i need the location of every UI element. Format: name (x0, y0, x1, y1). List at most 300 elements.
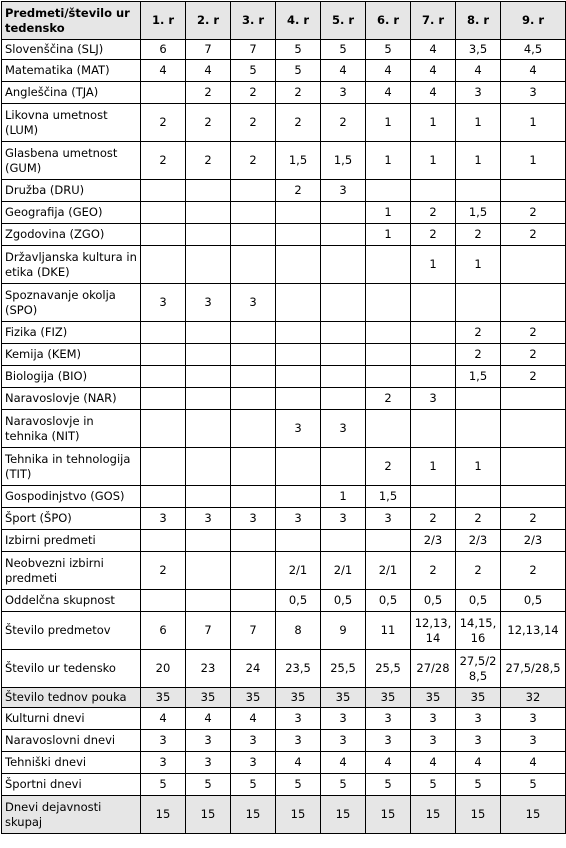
table-cell: 27,5/2 8,5 (456, 650, 501, 688)
table-cell: 2 (141, 104, 186, 142)
table-cell: 2 (501, 366, 566, 388)
table-cell: 3 (456, 730, 501, 752)
row-label: Družba (DRU) (2, 180, 141, 202)
table-cell (186, 486, 231, 508)
table-cell: 1 (411, 142, 456, 180)
table-row (2, 796, 566, 834)
table-cell: 4 (186, 60, 231, 82)
header-grade-1: 1. r (141, 2, 186, 40)
table-cell: 5 (141, 774, 186, 796)
header-grade-6: 6. r (366, 2, 411, 40)
table-cell: 1 (366, 142, 411, 180)
table-cell: 3 (141, 752, 186, 774)
table-cell (141, 180, 186, 202)
table-cell: 15 (411, 796, 456, 834)
table-row (2, 650, 566, 688)
table-cell: 4 (366, 82, 411, 104)
table-cell: 3 (411, 730, 456, 752)
table-row (2, 202, 566, 224)
table-cell: 1 (411, 104, 456, 142)
table-cell: 35 (231, 688, 276, 708)
table-cell: 2 (501, 322, 566, 344)
weekly-hours-table (1, 1, 566, 834)
row-label: Geografija (GEO) (2, 202, 141, 224)
table-cell: 1,5 (276, 142, 321, 180)
table-row (2, 530, 566, 552)
table-cell: 0,5 (411, 590, 456, 612)
table-cell: 7 (231, 612, 276, 650)
table-cell (411, 366, 456, 388)
table-cell: 2/1 (276, 552, 321, 590)
table-cell: 2 (501, 202, 566, 224)
table-cell (141, 366, 186, 388)
table-cell (366, 410, 411, 448)
table-cell: 15 (186, 796, 231, 834)
table-cell: 14,15, 16 (456, 612, 501, 650)
table-cell (321, 388, 366, 410)
header-grade-4: 4. r (276, 2, 321, 40)
table-cell (411, 486, 456, 508)
table-cell: 1 (501, 142, 566, 180)
table-cell: 3 (141, 284, 186, 322)
table-cell: 5 (186, 774, 231, 796)
table-cell: 23,5 (276, 650, 321, 688)
row-label: Fizika (FIZ) (2, 322, 141, 344)
table-cell: 32 (501, 688, 566, 708)
table-cell (366, 284, 411, 322)
table-cell: 7 (186, 612, 231, 650)
table-cell: 35 (456, 688, 501, 708)
table-cell (276, 530, 321, 552)
header-grade-5: 5. r (321, 2, 366, 40)
table-cell: 2/3 (501, 530, 566, 552)
row-label: Spoznavanje okolja (SPO) (2, 284, 141, 322)
table-cell: 2 (276, 104, 321, 142)
table-cell (141, 388, 186, 410)
row-label: Matematika (MAT) (2, 60, 141, 82)
table-cell (141, 410, 186, 448)
table-cell: 3 (276, 410, 321, 448)
row-label: Število tednov pouka (2, 688, 141, 708)
row-label: Dnevi dejavnosti skupaj (2, 796, 141, 834)
table-cell: 2 (231, 104, 276, 142)
table-cell: 3 (231, 730, 276, 752)
table-cell (321, 530, 366, 552)
table-cell: 4 (411, 752, 456, 774)
table-row (2, 708, 566, 730)
table-cell: 4 (456, 60, 501, 82)
table-cell: 4 (141, 60, 186, 82)
table-cell: 27/28 (411, 650, 456, 688)
table-cell: 2/1 (321, 552, 366, 590)
table-cell: 35 (186, 688, 231, 708)
table-row (2, 366, 566, 388)
table-cell: 1 (456, 246, 501, 284)
table-cell: 0,5 (276, 590, 321, 612)
table-cell: 5 (231, 60, 276, 82)
table-cell (186, 530, 231, 552)
table-cell: 4 (141, 708, 186, 730)
table-cell: 3,5 (456, 40, 501, 60)
table-cell: 2 (186, 104, 231, 142)
table-cell: 4 (501, 752, 566, 774)
table-cell: 2 (411, 224, 456, 246)
table-row (2, 224, 566, 246)
table-cell (456, 486, 501, 508)
table-cell: 3 (186, 508, 231, 530)
table-row (2, 246, 566, 284)
row-label: Angleščina (TJA) (2, 82, 141, 104)
table-cell: 3 (456, 82, 501, 104)
table-cell: 5 (276, 40, 321, 60)
table-cell: 15 (321, 796, 366, 834)
table-row (2, 486, 566, 508)
table-cell: 4 (366, 60, 411, 82)
table-cell: 4 (456, 752, 501, 774)
table-cell: 4 (411, 60, 456, 82)
table-cell: 3 (366, 708, 411, 730)
table-cell: 4 (411, 40, 456, 60)
table-cell: 3 (141, 730, 186, 752)
table-cell (141, 590, 186, 612)
table-cell (186, 590, 231, 612)
table-cell: 2 (231, 82, 276, 104)
table-cell: 2 (186, 82, 231, 104)
table-cell (411, 344, 456, 366)
table-cell: 3 (501, 82, 566, 104)
table-row (2, 448, 566, 486)
row-label: Neobvezni izbirni predmeti (2, 552, 141, 590)
table-cell: 5 (276, 774, 321, 796)
table-cell: 1,5 (456, 202, 501, 224)
table-cell (366, 530, 411, 552)
table-cell: 3 (321, 82, 366, 104)
table-cell (366, 246, 411, 284)
table-cell (231, 530, 276, 552)
table-cell: 2/3 (456, 530, 501, 552)
table-cell: 27,5/28,5 (501, 650, 566, 688)
table-cell: 2 (366, 388, 411, 410)
row-label: Število ur tedensko (2, 650, 141, 688)
table-cell: 3 (321, 730, 366, 752)
table-cell: 4 (231, 708, 276, 730)
table-row (2, 752, 566, 774)
row-label: Državljanska kultura in etika (DKE) (2, 246, 141, 284)
table-cell: 4 (366, 752, 411, 774)
table-cell (366, 344, 411, 366)
table-cell (231, 366, 276, 388)
table-cell: 3 (366, 730, 411, 752)
table-cell: 5 (321, 40, 366, 60)
table-cell: 5 (321, 774, 366, 796)
table-cell: 1,5 (321, 142, 366, 180)
table-cell (456, 410, 501, 448)
table-cell (276, 344, 321, 366)
table-cell: 3 (411, 708, 456, 730)
table-cell: 3 (186, 752, 231, 774)
table-cell: 3 (456, 708, 501, 730)
table-cell: 0,5 (456, 590, 501, 612)
table-cell (231, 388, 276, 410)
table-cell: 3 (321, 708, 366, 730)
table-row (2, 508, 566, 530)
header-subjects: Predmeti/število ur tedensko (2, 2, 141, 40)
table-cell: 0,5 (366, 590, 411, 612)
table-cell: 2 (501, 224, 566, 246)
table-cell (231, 448, 276, 486)
table-cell: 15 (366, 796, 411, 834)
table-cell (366, 322, 411, 344)
table-cell: 2 (276, 180, 321, 202)
table-cell (141, 224, 186, 246)
table-cell (186, 366, 231, 388)
row-label: Tehnika in tehnologija (TIT) (2, 448, 141, 486)
table-cell: 5 (411, 774, 456, 796)
table-cell (141, 486, 186, 508)
table-cell (276, 202, 321, 224)
table-cell: 15 (276, 796, 321, 834)
table-cell (276, 366, 321, 388)
table-cell: 4 (411, 82, 456, 104)
table-row (2, 410, 566, 448)
table-cell: 3 (321, 180, 366, 202)
table-cell (501, 486, 566, 508)
table-cell: 4 (501, 60, 566, 82)
table-row (2, 180, 566, 202)
table-cell: 23 (186, 650, 231, 688)
table-cell (141, 448, 186, 486)
table-cell (231, 486, 276, 508)
table-cell: 35 (276, 688, 321, 708)
table-cell: 2 (456, 322, 501, 344)
table-cell: 2/1 (366, 552, 411, 590)
table-cell: 2 (456, 224, 501, 246)
table-cell (321, 246, 366, 284)
table-cell (141, 322, 186, 344)
table-cell (141, 530, 186, 552)
table-cell (501, 180, 566, 202)
table-cell (501, 388, 566, 410)
table-cell: 6 (141, 612, 186, 650)
table-cell: 1 (366, 224, 411, 246)
table-cell (231, 590, 276, 612)
table-cell: 2 (141, 142, 186, 180)
table-cell (276, 322, 321, 344)
table-cell: 3 (276, 708, 321, 730)
table-cell (501, 284, 566, 322)
table-row (2, 142, 566, 180)
table-row (2, 688, 566, 708)
table-row (2, 322, 566, 344)
table-cell: 1 (366, 104, 411, 142)
table-cell: 2 (456, 344, 501, 366)
table-cell: 3 (501, 708, 566, 730)
table-cell (501, 410, 566, 448)
table-cell: 2 (411, 202, 456, 224)
table-row (2, 774, 566, 796)
table-cell: 1 (501, 104, 566, 142)
table-cell: 2 (411, 552, 456, 590)
table-cell: 4 (321, 752, 366, 774)
table-cell (186, 224, 231, 246)
table-row (2, 730, 566, 752)
table-cell (411, 284, 456, 322)
table-cell: 5 (456, 774, 501, 796)
row-label: Biologija (BIO) (2, 366, 141, 388)
row-label: Naravoslovje (NAR) (2, 388, 141, 410)
table-cell (366, 366, 411, 388)
table-cell (231, 322, 276, 344)
table-cell: 8 (276, 612, 321, 650)
table-cell: 2 (456, 552, 501, 590)
row-label: Število predmetov (2, 612, 141, 650)
table-cell: 2 (231, 142, 276, 180)
table-cell: 3 (411, 388, 456, 410)
row-label: Oddelčna skupnost (2, 590, 141, 612)
table-cell (186, 388, 231, 410)
table-cell: 12,13,14 (501, 612, 566, 650)
table-cell (186, 410, 231, 448)
table-cell: 1 (411, 448, 456, 486)
header-grade-8: 8. r (456, 2, 501, 40)
row-label: Naravoslovje in tehnika (NIT) (2, 410, 141, 448)
table-cell: 20 (141, 650, 186, 688)
table-cell (366, 180, 411, 202)
table-cell: 3 (186, 284, 231, 322)
table-cell (141, 344, 186, 366)
table-cell (231, 552, 276, 590)
row-label: Športni dnevi (2, 774, 141, 796)
table-cell: 4 (321, 60, 366, 82)
table-cell: 4 (186, 708, 231, 730)
table-cell: 2 (501, 508, 566, 530)
table-cell: 3 (276, 730, 321, 752)
table-cell: 1 (321, 486, 366, 508)
table-cell: 1 (456, 142, 501, 180)
table-cell: 1 (456, 448, 501, 486)
table-cell (231, 410, 276, 448)
table-cell (141, 246, 186, 284)
header-grade-3: 3. r (231, 2, 276, 40)
table-cell (321, 448, 366, 486)
table-cell: 1 (366, 202, 411, 224)
table-cell: 9 (321, 612, 366, 650)
table-cell: 2/3 (411, 530, 456, 552)
table-cell (456, 388, 501, 410)
table-cell: 25,5 (321, 650, 366, 688)
row-label: Kemija (KEM) (2, 344, 141, 366)
table-row (2, 82, 566, 104)
table-cell (186, 552, 231, 590)
table-cell: 3 (231, 752, 276, 774)
table-cell (321, 202, 366, 224)
table-cell: 3 (321, 410, 366, 448)
row-label: Kulturni dnevi (2, 708, 141, 730)
row-label: Naravoslovni dnevi (2, 730, 141, 752)
table-cell: 15 (456, 796, 501, 834)
row-label: Gospodinjstvo (GOS) (2, 486, 141, 508)
table-cell: 4,5 (501, 40, 566, 60)
table-cell: 3 (276, 508, 321, 530)
table-cell: 15 (141, 796, 186, 834)
table-row (2, 388, 566, 410)
table-cell (321, 284, 366, 322)
table-cell: 5 (501, 774, 566, 796)
table-cell: 15 (501, 796, 566, 834)
table-cell: 2 (186, 142, 231, 180)
table-cell (276, 388, 321, 410)
table-cell: 0,5 (501, 590, 566, 612)
table-cell (276, 224, 321, 246)
table-cell: 6 (141, 40, 186, 60)
table-cell: 3 (501, 730, 566, 752)
row-label: Slovenščina (SLJ) (2, 40, 141, 60)
table-cell: 3 (231, 508, 276, 530)
table-cell: 35 (366, 688, 411, 708)
table-cell (276, 486, 321, 508)
header-grade-7: 7. r (411, 2, 456, 40)
table-row (2, 284, 566, 322)
table-row (2, 40, 566, 60)
table-cell (231, 246, 276, 284)
table-cell (411, 410, 456, 448)
table-cell: 1,5 (366, 486, 411, 508)
table-cell: 12,13, 14 (411, 612, 456, 650)
table-cell (186, 448, 231, 486)
table-cell: 3 (186, 730, 231, 752)
row-label: Izbirni predmeti (2, 530, 141, 552)
table-cell (276, 246, 321, 284)
table-cell: 0,5 (321, 590, 366, 612)
table-cell (321, 344, 366, 366)
table-row (2, 552, 566, 590)
table-cell: 3 (366, 508, 411, 530)
row-label: Zgodovina (ZGO) (2, 224, 141, 246)
table-header-row (2, 2, 566, 40)
table-cell (321, 322, 366, 344)
row-label: Likovna umetnost (LUM) (2, 104, 141, 142)
table-cell: 2 (501, 552, 566, 590)
table-cell (501, 246, 566, 284)
table-cell (141, 202, 186, 224)
table-cell (276, 284, 321, 322)
table-cell: 2 (141, 552, 186, 590)
table-cell: 35 (411, 688, 456, 708)
table-cell (456, 284, 501, 322)
table-cell: 24 (231, 650, 276, 688)
table-cell: 1,5 (456, 366, 501, 388)
table-cell (186, 322, 231, 344)
table-cell (321, 224, 366, 246)
table-row (2, 104, 566, 142)
table-cell: 1 (456, 104, 501, 142)
row-label: Glasbena umetnost (GUM) (2, 142, 141, 180)
header-grade-9: 9. r (501, 2, 566, 40)
table-cell: 15 (231, 796, 276, 834)
table-cell (231, 180, 276, 202)
table-cell: 25,5 (366, 650, 411, 688)
table-cell: 2 (321, 104, 366, 142)
table-cell (276, 448, 321, 486)
row-label: Šport (ŠPO) (2, 508, 141, 530)
table-row (2, 60, 566, 82)
table-cell (186, 344, 231, 366)
table-cell: 3 (141, 508, 186, 530)
table-cell: 5 (366, 40, 411, 60)
table-body (2, 40, 566, 834)
table-cell: 35 (321, 688, 366, 708)
table-cell: 2 (456, 508, 501, 530)
